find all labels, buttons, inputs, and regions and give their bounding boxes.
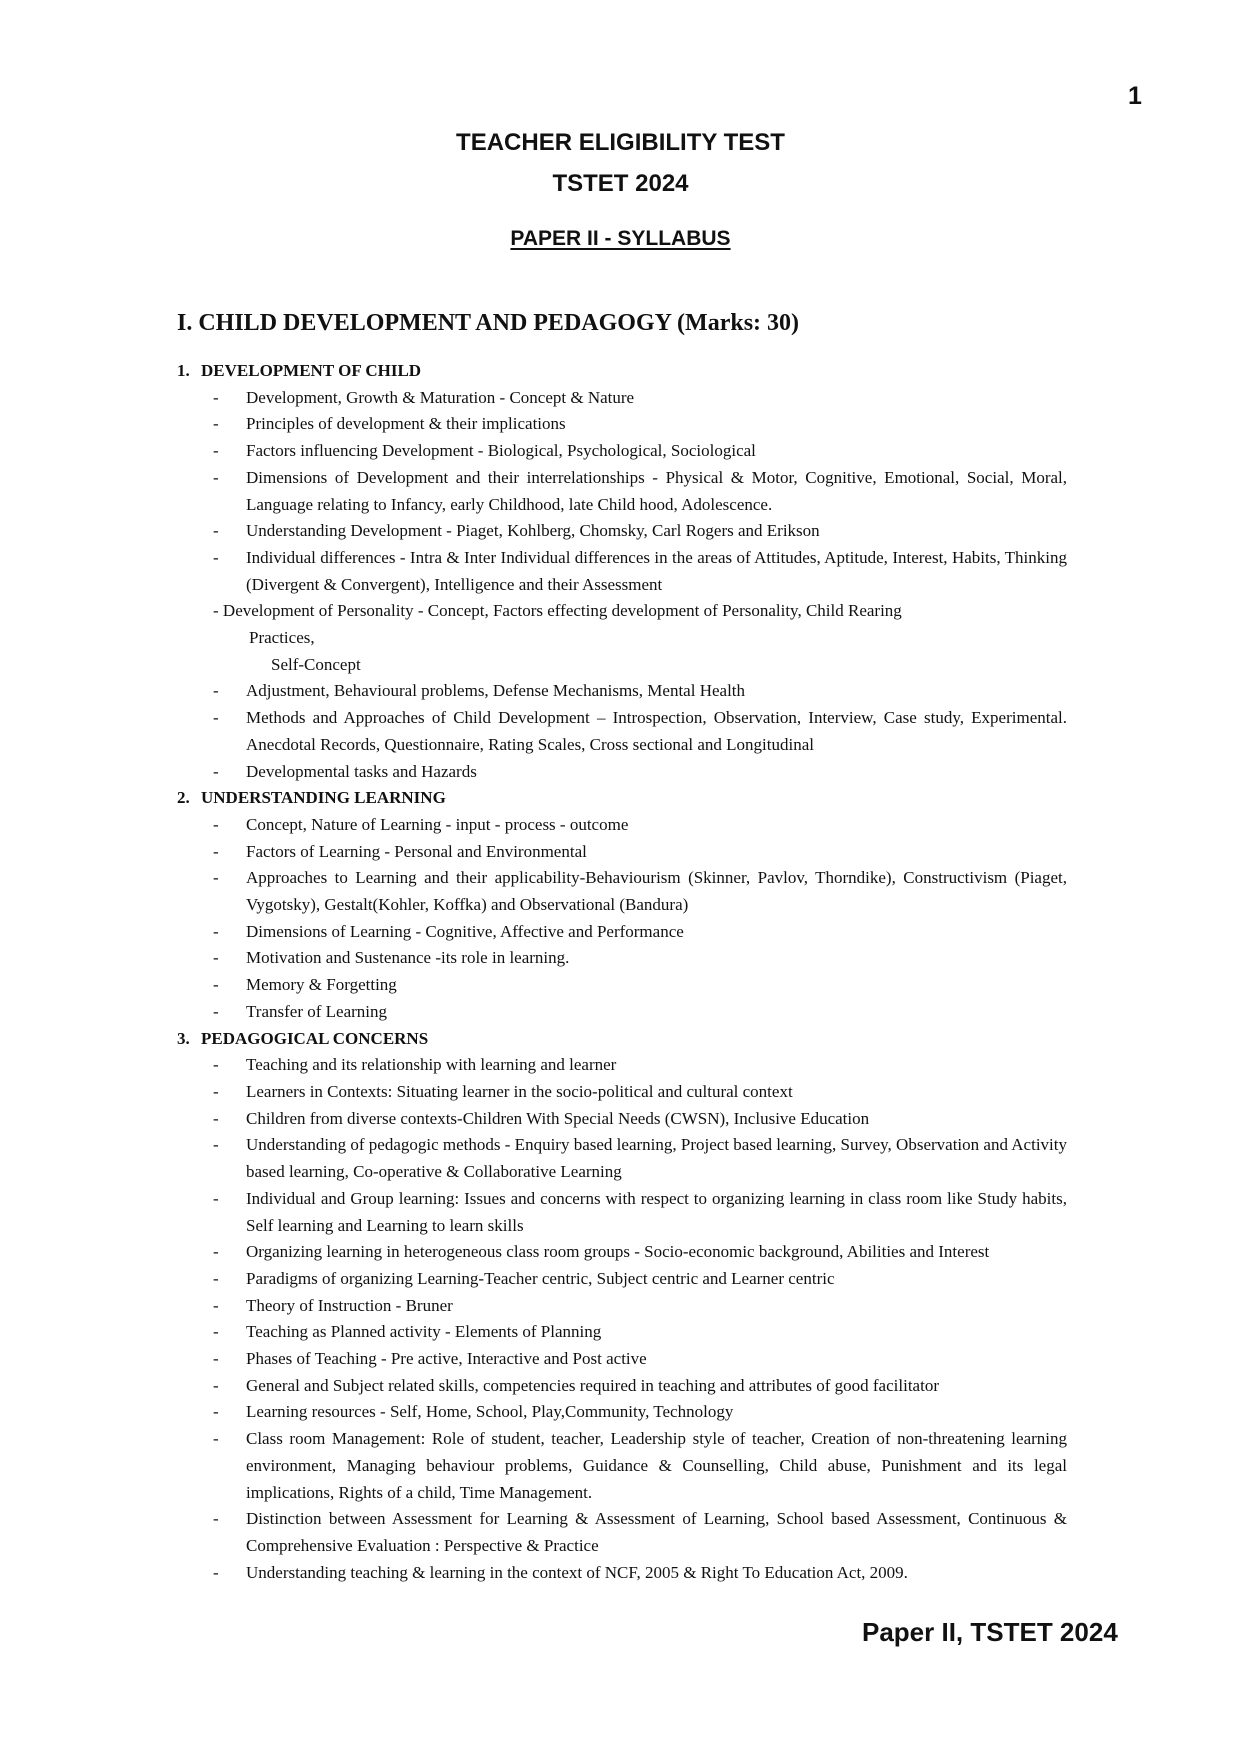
bullet-dash: -: [213, 1562, 219, 1582]
subsection-1-list-b: [177, 678, 1067, 785]
list-item: [177, 1399, 1067, 1426]
bullet-dash: -: [213, 1402, 219, 1422]
list-item: [177, 1373, 1067, 1400]
bullet-dash: -: [213, 868, 219, 888]
bullet-dash: -: [213, 1268, 219, 1288]
personality-line-2: Practices,: [249, 628, 315, 648]
list-item-text: Concept, Nature of Learning - input - process - outcome: [246, 814, 629, 834]
list-item-text: Developmental tasks and Hazards: [246, 761, 477, 781]
subsection-heading: PEDAGOGICAL CONCERNS: [201, 1028, 429, 1048]
list-item-text: Learning resources - Self, Home, School, Play,Community, Technology: [246, 1402, 734, 1422]
list-item: [177, 1506, 1067, 1559]
bullet-dash: -: [213, 1242, 219, 1262]
list-item: [177, 839, 1067, 866]
syllabus-content: [177, 358, 1067, 1586]
list-item: [177, 919, 1067, 946]
bullet-dash: -: [213, 467, 219, 487]
list-item-text: Phases of Teaching - Pre active, Interactive and Post active: [246, 1349, 647, 1369]
section-title: I. CHILD DEVELOPMENT AND PEDAGOGY (Marks: 30): [177, 310, 800, 336]
list-item-text: Individual and Group learning: Issues and concerns with respect to organizing learning in class room like Study habits, Self learning and Learning to learn skills: [246, 1188, 1067, 1235]
personality-item: [177, 598, 1067, 678]
list-item: [177, 1186, 1067, 1239]
subsection-3-list: [177, 1052, 1067, 1586]
list-item-text: Class room Management: Role of student, teacher, Leadership style of teacher, Creation of non-threatening learning environment, Managing behaviour problems, Guidance & Counselling, Child abuse, Punishment and its legal implications, Rights of a child, Time Management.: [246, 1429, 1067, 1502]
list-item: [177, 1266, 1067, 1293]
list-item-text: Teaching as Planned activity - Elements of Planning: [246, 1322, 602, 1342]
document-subtitle: TSTET 2024: [552, 170, 689, 197]
bullet-dash: -: [213, 1429, 219, 1449]
list-item-text: Theory of Instruction - Bruner: [246, 1295, 453, 1315]
page-footer: Paper II, TSTET 2024: [862, 1617, 1118, 1647]
bullet-dash: -: [213, 1001, 219, 1021]
bullet-dash: -: [213, 387, 219, 407]
list-item-text: Children from diverse contexts-Children With Special Needs (CWSN), Inclusive Education: [246, 1108, 870, 1128]
list-item: [177, 1319, 1067, 1346]
list-item: [177, 1106, 1067, 1133]
bullet-dash: -: [213, 1322, 219, 1342]
list-item: [177, 1052, 1067, 1079]
subsection-number: 3.: [177, 1028, 190, 1048]
bullet-dash: -: [213, 1188, 219, 1208]
list-item: [177, 385, 1067, 412]
bullet-dash: -: [213, 975, 219, 995]
bullet-dash: -: [213, 441, 219, 461]
list-item-text: Dimensions of Learning - Cognitive, Affective and Performance: [246, 921, 684, 941]
list-item: [177, 1346, 1067, 1373]
list-item: [177, 1293, 1067, 1320]
list-item-text: Organizing learning in heterogeneous class room groups - Socio-economic background, Abilities and Interest: [246, 1242, 990, 1262]
list-item: [177, 465, 1067, 518]
list-item: [177, 438, 1067, 465]
list-item-text: Methods and Approaches of Child Development – Introspection, Observation, Interview, Case study, Experimental. Anecdotal Records, Questionnaire, Rating Scales, Cross sectional and Longitudinal: [246, 708, 1067, 754]
subsection-title-1: [177, 358, 1067, 385]
list-item-text: Individual differences - Intra & Inter Individual differences in the areas of Attitudes, Aptitude, Interest, Habits, Thinking (Divergent & Convergent), Intelligence and their Assessment: [246, 547, 1067, 594]
subsection-1-list-a: [177, 385, 1067, 599]
list-item: [177, 1426, 1067, 1506]
bullet-dash: -: [213, 521, 219, 541]
bullet-dash: -: [213, 948, 219, 968]
list-item: [177, 678, 1067, 705]
subsection-number: 2.: [177, 788, 190, 808]
personality-line-1: - Development of Personality - Concept, Factors effecting development of Personality, Child Rearing: [213, 601, 902, 621]
list-item-text: Approaches to Learning and their applicability-Behaviourism (Skinner, Pavlov, Thorndike), Constructivism (Piaget, Vygotsky), Gestalt(Kohler, Koffka) and Observational (Bandura): [246, 868, 1067, 915]
list-item-text: Factors influencing Development - Biological, Psychological, Sociological: [246, 441, 756, 461]
bullet-dash: -: [213, 1055, 219, 1075]
bullet-dash: -: [213, 1108, 219, 1128]
bullet-dash: -: [213, 814, 219, 834]
subsection-number: 1.: [177, 361, 190, 380]
list-item: [177, 945, 1067, 972]
list-item-text: Understanding Development - Piaget, Kohlberg, Chomsky, Carl Rogers and Erikson: [246, 521, 820, 541]
list-item-text: Teaching and its relationship with learning and learner: [246, 1055, 617, 1075]
paper-heading: PAPER II - SYLLABUS: [510, 227, 731, 250]
bullet-dash: -: [213, 761, 219, 781]
bullet-dash: -: [213, 1349, 219, 1369]
list-item: [177, 865, 1067, 918]
list-item: [177, 1239, 1067, 1266]
bullet-dash: -: [213, 1295, 219, 1315]
list-item-text: Motivation and Sustenance -its role in learning.: [246, 948, 570, 968]
bullet-dash: -: [213, 547, 219, 567]
list-item-text: Understanding teaching & learning in the context of NCF, 2005 & Right To Education Act, 2009.: [246, 1562, 908, 1582]
bullet-dash: -: [213, 1509, 219, 1529]
subsection-title-2: [177, 785, 1067, 812]
list-item-text: Adjustment, Behavioural problems, Defense Mechanisms, Mental Health: [246, 681, 746, 701]
list-item: [177, 1079, 1067, 1106]
bullet-dash: -: [213, 708, 219, 728]
list-item-text: Transfer of Learning: [246, 1001, 387, 1021]
document-title: TEACHER ELIGIBILITY TEST: [456, 129, 785, 156]
list-item-text: General and Subject related skills, competencies required in teaching and attributes of good facilitator: [246, 1375, 939, 1395]
subsection-2-list: [177, 812, 1067, 1026]
list-item-text: Dimensions of Development and their interrelationships - Physical & Motor, Cognitive, Emotional, Social, Moral, Language relating to Infancy, early Childhood, late Child hood, Adolescence.: [246, 467, 1067, 514]
list-item: [177, 759, 1067, 786]
list-item-text: Memory & Forgetting: [246, 975, 397, 995]
list-item: [177, 999, 1067, 1026]
list-item-text: Distinction between Assessment for Learning & Assessment of Learning, School based Assessment, Continuous & Comprehensive Evaluation : Perspective & Practice: [246, 1509, 1067, 1555]
list-item-text: Development, Growth & Maturation - Concept & Nature: [246, 387, 635, 407]
list-item: [177, 705, 1067, 758]
personality-line-3: Self-Concept: [271, 654, 361, 674]
list-item-text: Principles of development & their implications: [246, 414, 566, 434]
bullet-dash: -: [213, 1081, 219, 1101]
list-item: [177, 1560, 1067, 1587]
subsection-title-3: [177, 1026, 1067, 1053]
list-item-text: Paradigms of organizing Learning-Teacher centric, Subject centric and Learner centric: [246, 1268, 835, 1288]
list-item: [177, 972, 1067, 999]
list-item: [177, 518, 1067, 545]
subsection-heading: UNDERSTANDING LEARNING: [201, 788, 446, 808]
list-item: [177, 1132, 1067, 1185]
list-item-text: Learners in Contexts: Situating learner in the socio-political and cultural context: [246, 1081, 793, 1101]
bullet-dash: -: [213, 414, 219, 434]
list-item-text: Factors of Learning - Personal and Environmental: [246, 841, 587, 861]
list-item: [177, 411, 1067, 438]
list-item: [177, 545, 1067, 598]
page-number: 1: [1128, 82, 1142, 110]
bullet-dash: -: [213, 841, 219, 861]
bullet-dash: -: [213, 921, 219, 941]
subsection-heading: DEVELOPMENT OF CHILD: [201, 361, 422, 380]
bullet-dash: -: [213, 681, 219, 701]
bullet-dash: -: [213, 1375, 219, 1395]
list-item-text: Understanding of pedagogic methods - Enquiry based learning, Project based learning, Survey, Observation and Activity based learning, Co-operative & Collaborative Learning: [246, 1135, 1067, 1182]
bullet-dash: -: [213, 1135, 219, 1155]
list-item: [177, 812, 1067, 839]
